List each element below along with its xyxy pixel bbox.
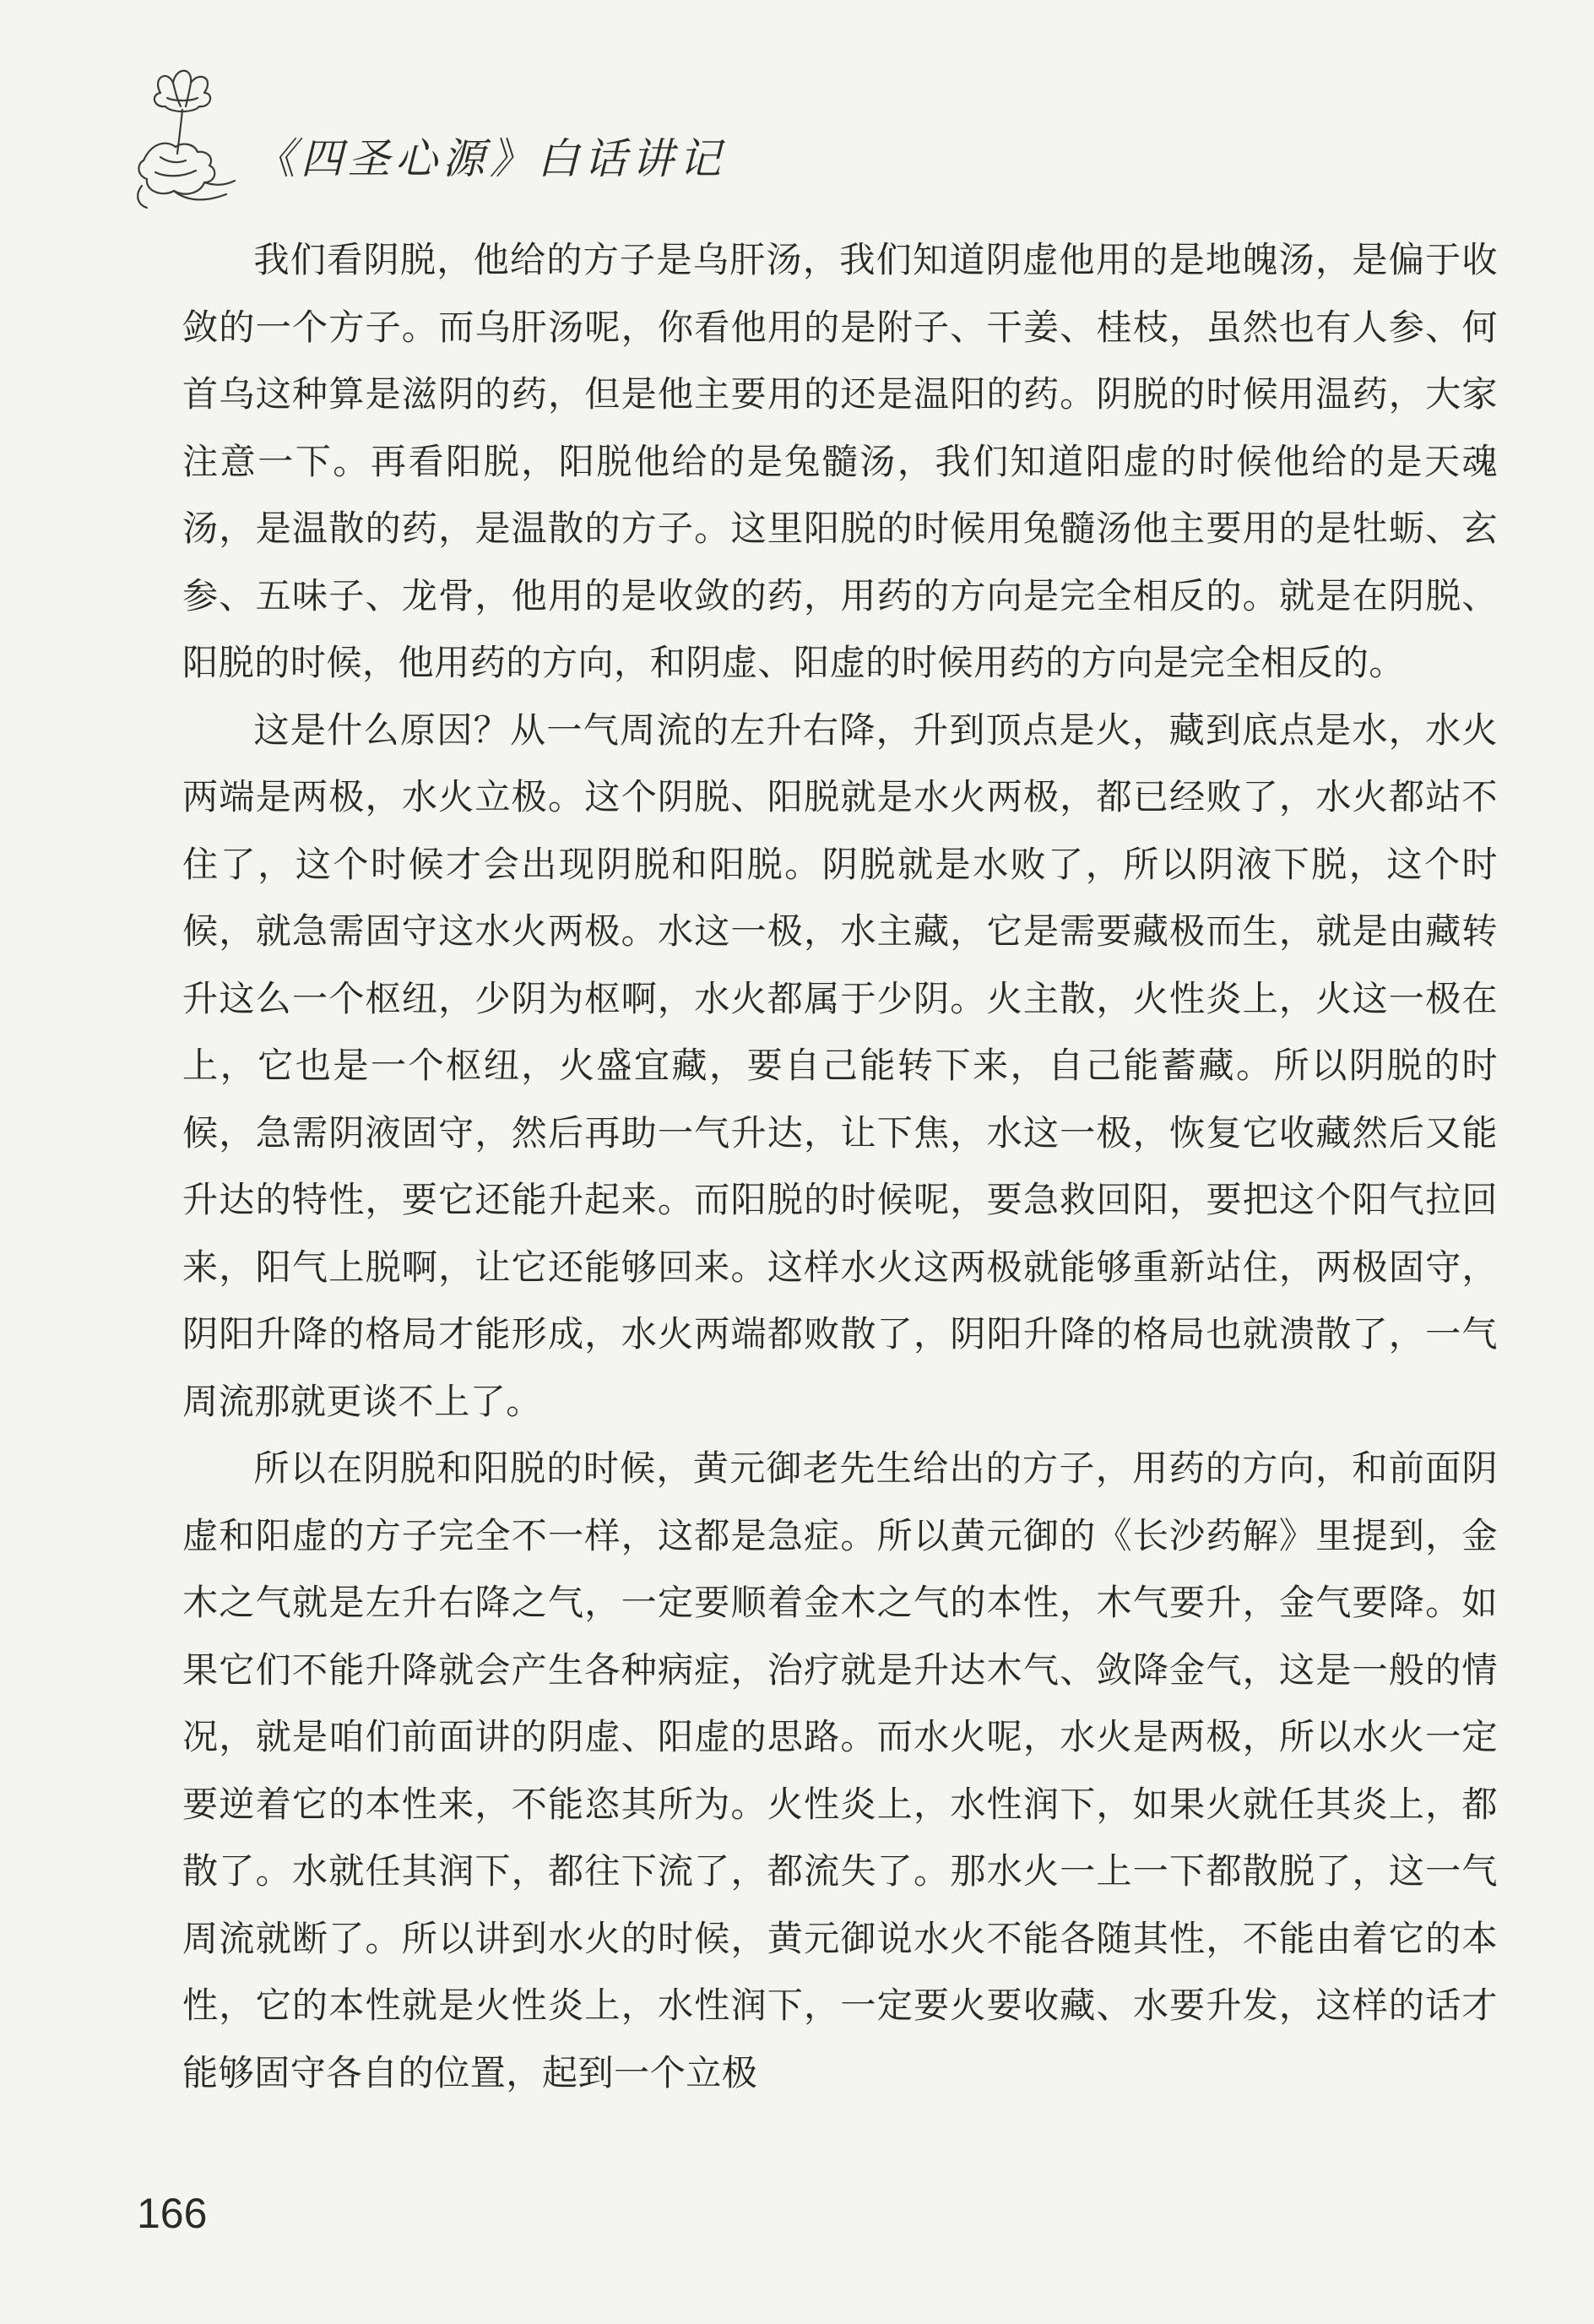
paragraph-1: 我们看阴脱，他给的方子是乌肝汤，我们知道阴虚他用的是地魄汤，是偏于收敛的一个方子。而乌肝汤呢，你看他用的是附子、干姜、桂枝，虽然也有人参、何首乌这种算是滋阴的药，但是他主要用的还是温阳的药。阴脱的时候用温药，大家注意一下。再看阳脱，阳脱他给的是兔髓汤，我们知道阳虚的时候他给的是天魂汤，是温散的药，是温散的方子。这里阳脱的时候用兔髓汤他主要用的是牡蛎、玄参、五味子、龙骨，他用的是收敛的药，用药的方向是完全相反的。就是在阴脱、阳脱的时候，他用药的方向，和阴虚、阳虚的时候用药的方向是完全相反的。 — [182, 239, 1498, 683]
lotus-hand-icon — [127, 59, 253, 211]
body-text — [182, 226, 1498, 2106]
paragraph-2: 这是什么原因？从一气周流的左升右降，升到顶点是火，藏到底点是水，水火两端是两极，水火立极。这个阴脱、阳脱就是水火两极，都已经败了，水火都站不住了，这个时候才会出现阴脱和阳脱。阴脱就是水败了，所以阴液下脱，这个时候，就急需固守这水火两极。水这一极，水主藏，它是需要藏极而生，就是由藏转升这么一个枢纽，少阴为枢啊，水火都属于少阴。火主散，火性炎上，火这一极在上，它也是一个枢纽，火盛宜藏，要自己能转下来，自己能蓄藏。所以阴脱的时候，急需阴液固守，然后再助一气升达，让下焦，水这一极，恢复它收藏然后又能升达的特性，要它还能升起来。而阳脱的时候呢，要急救回阳，要把这个阳气拉回来，阳气上脱啊，让它还能够回来。这样水火这两极就能够重新站住，两极固守，阴阳升降的格局才能形成，水火两端都败散了，阴阳升降的格局也就溃散了，一气周流那就更谈不上了。 — [182, 709, 1498, 1422]
paragraph-3: 所以在阴脱和阳脱的时候，黄元御老先生给出的方子，用药的方向，和前面阴虚和阳虚的方子完全不一样，这都是急症。所以黄元御的《长沙药解》里提到，金木之气就是左升右降之气，一定要顺着金木之气的本性，木气要升，金气要降。如果它们不能升降就会产生各种病症，治疗就是升达木气、敛降金气，这是一般的情况，就是咱们前面讲的阴虚、阳虚的思路。而水火呢，水火是两极，所以水火一定要逆着它的本性来，不能恣其所为。火性炎上，水性润下，如果火就任其炎上，都散了。水就任其润下，都往下流了，都流失了。那水火一上一下都散脱了，这一气周流就断了。所以讲到水火的时候，黄元御说水火不能各随其性，不能由着它的本性，它的本性就是火性炎上，水性润下，一定要火要收藏、水要升发，这样的话才能够固守各自的位置，起到一个立极 — [182, 1447, 1498, 2093]
page-number: 166 — [137, 2190, 208, 2237]
running-header — [127, 59, 1055, 220]
book-title: 《四圣心源》白话讲记 — [253, 134, 726, 183]
